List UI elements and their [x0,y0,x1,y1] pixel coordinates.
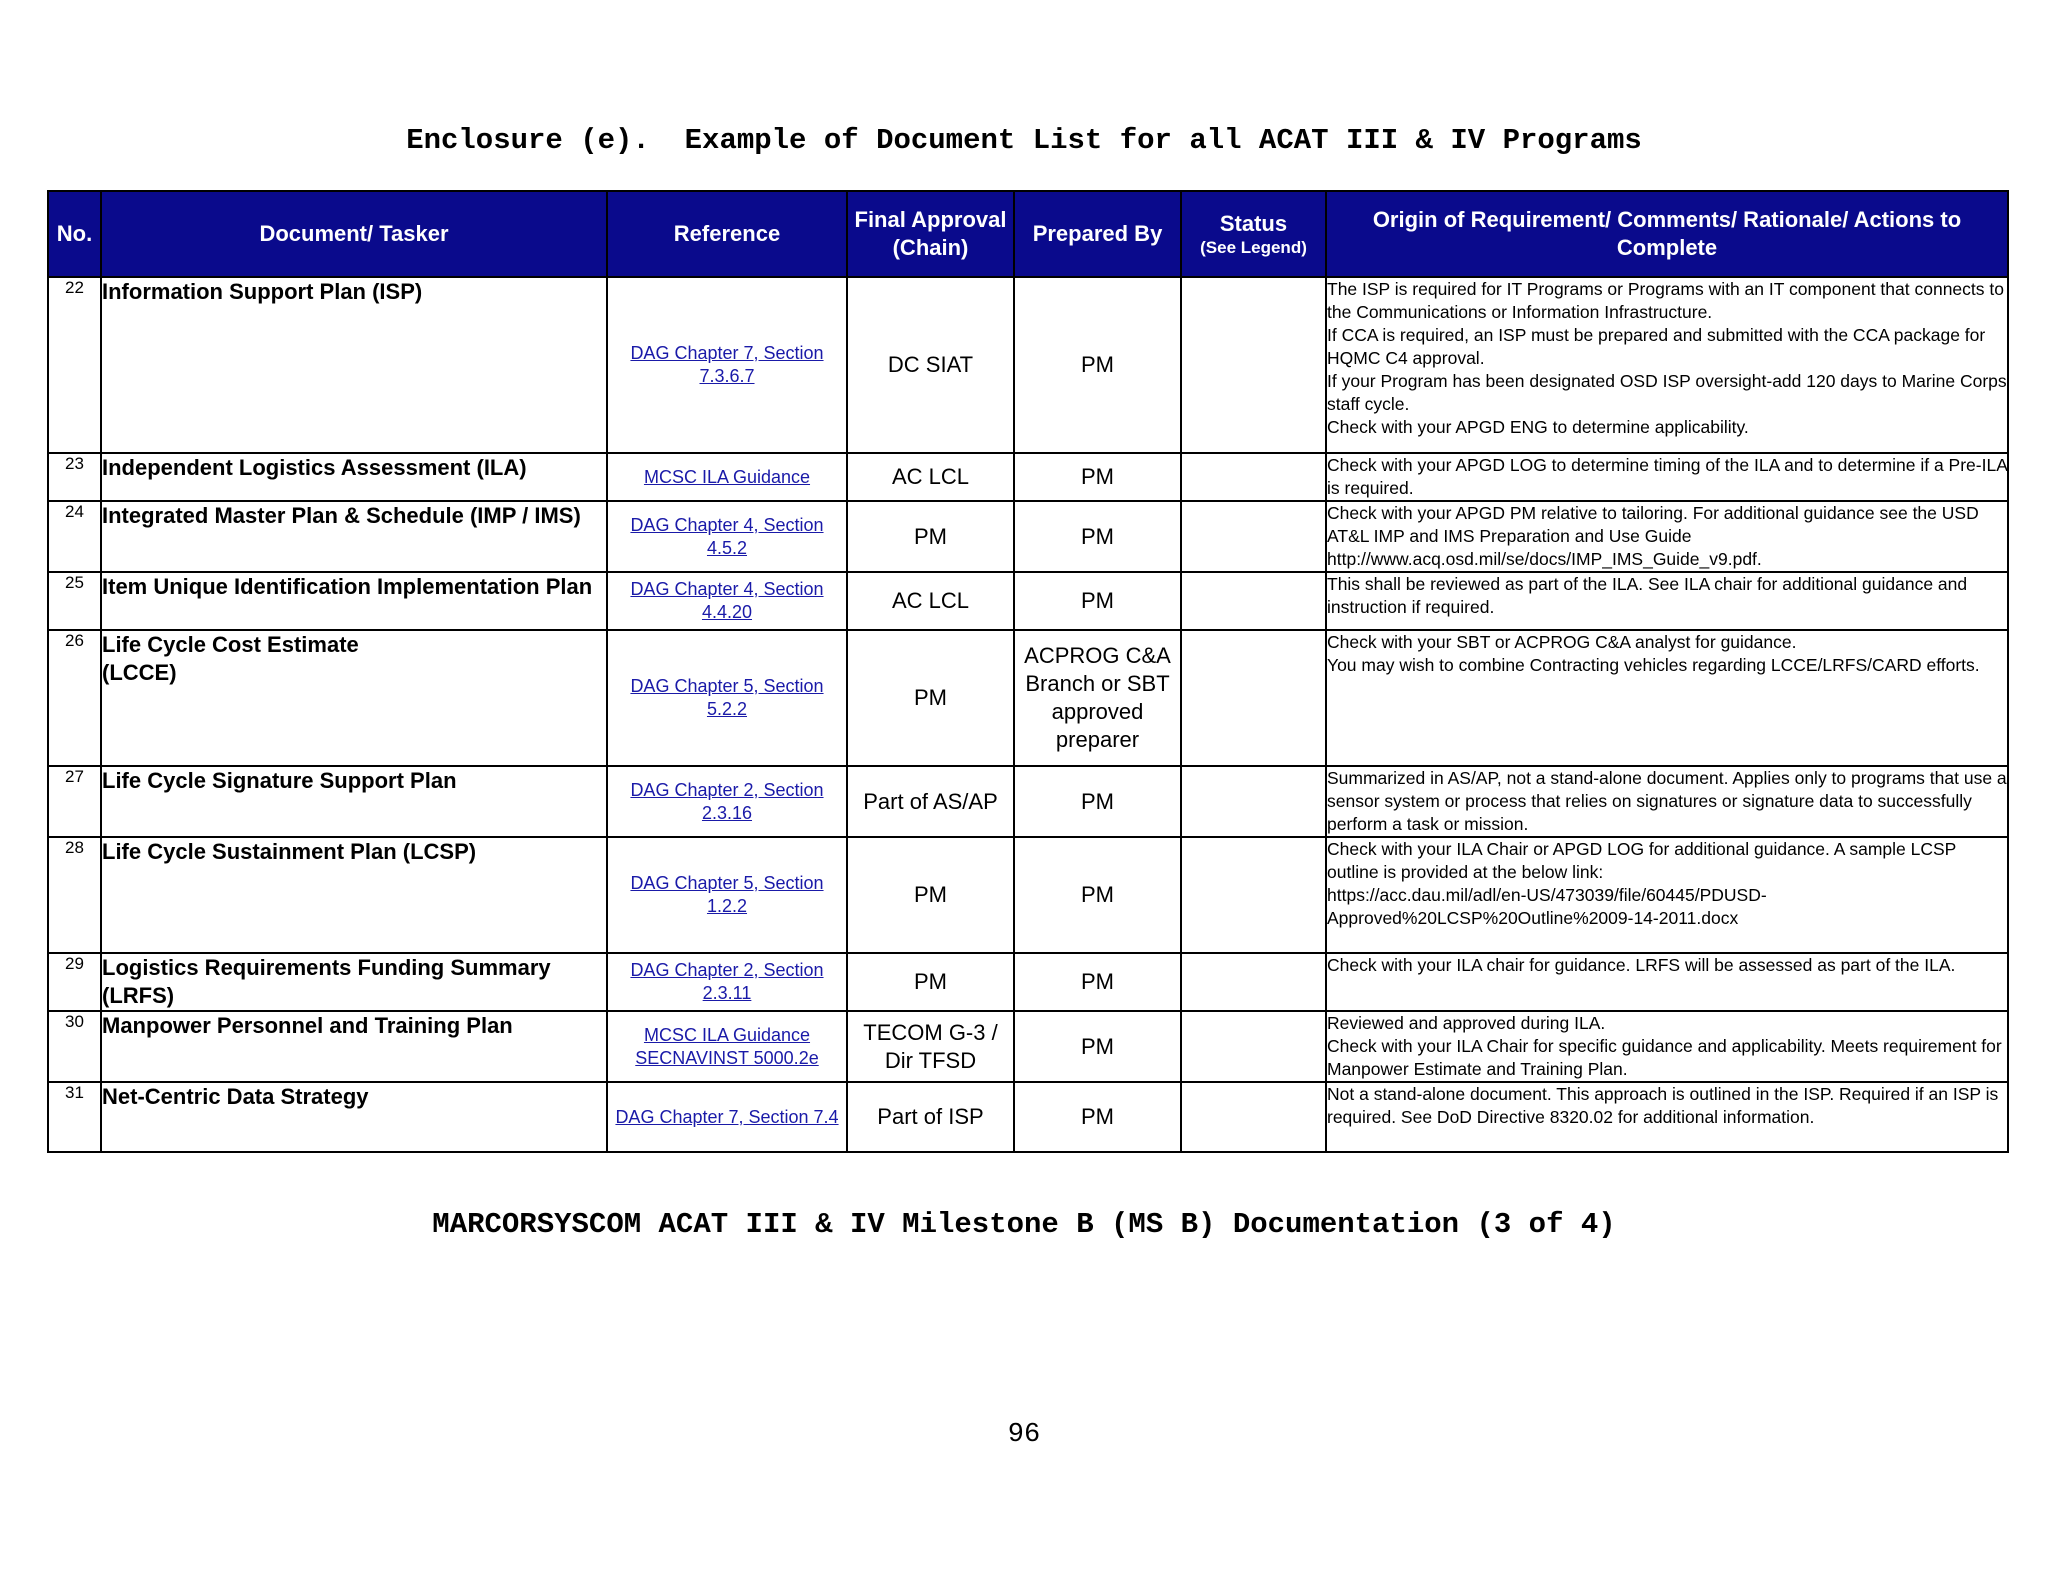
reference-link-cell [607,501,847,572]
origin-comments: Summarized in AS/AP, not a stand-alone document. Applies only to programs that use a sensor system or process that relies on signatures or signature data to successfully perform a task or mission. [1327,768,2007,834]
reference-link[interactable]: DAG Chapter 4, Section 4.4.20 [630,579,824,622]
status-cell-cell [1181,953,1326,1011]
prepared-by: PM [1081,788,1114,814]
table-row [48,837,2008,953]
row-number-cell [48,277,101,453]
origin-comments: Check with your SBT or ACPROG C&A analyst for guidance. You may wish to combine Contracting vehicles regarding LCCE/LRFS/CARD efforts. [1327,632,1980,675]
header-status [1181,191,1326,277]
row-number: 22 [65,278,84,297]
origin-comments: Check with your APGD PM relative to tailoring. For additional guidance see the USD AT&L IMP and IMS Preparation and Use Guide http://www.acq.osd.mil/se/docs/IMP_IMS_Guide_v9.pdf. [1327,503,1979,569]
reference-link-cell [607,277,847,453]
prepared-by: PM [1081,1104,1114,1129]
origin-comments-cell [1326,1011,2008,1082]
page-title: Enclosure (e). Example of Document List for all ACAT III & IV Programs [406,124,1642,157]
document-name-cell [101,953,607,1011]
reference-link[interactable]: DAG Chapter 5, Section 1.2.2 [630,873,824,916]
header-reference: Reference [607,191,847,277]
row-number: 29 [65,954,84,973]
document-name: Life Cycle Signature Support Plan [102,768,457,793]
final-approval: DC SIAT [887,352,974,377]
header-no: No. [48,191,101,277]
origin-comments: Check with your APGD LOG to determine timing of the ILA and to determine if a Pre-ILA is required. [1327,455,2007,498]
prepared-by-cell [1014,501,1181,572]
final-approval-cell [847,1082,1014,1152]
final-approval: PM [914,523,947,549]
final-approval-cell [847,453,1014,501]
origin-comments: This shall be reviewed as part of the ILA. See ILA chair for additional guidance and instruction if required. [1327,574,1968,617]
prepared-by: PM [1081,1033,1114,1059]
table-row [48,453,2008,501]
status-cell-cell [1181,766,1326,837]
document-list-table [47,190,2009,1153]
origin-comments-cell [1326,572,2008,630]
document-name-cell [101,501,607,572]
row-number: 24 [65,502,84,521]
reference-link-cell [607,953,847,1011]
final-approval-cell [847,501,1014,572]
final-approval: PM [914,882,947,907]
row-number-cell [48,1082,101,1152]
reference-link-cell [607,1011,847,1082]
row-number-cell [48,501,101,572]
document-name: Information Support Plan (ISP) [102,279,423,304]
document-name-cell [101,1011,607,1082]
document-name: Logistics Requirements Funding Summary (LRFS) [102,955,551,1008]
document-name-cell [101,837,607,953]
status-cell-cell [1181,453,1326,501]
prepared-by: PM [1081,882,1114,907]
origin-comments-cell [1326,277,2008,453]
status-cell-cell [1181,630,1326,766]
final-approval: PM [914,685,947,710]
reference-link-cell [607,837,847,953]
row-number-cell [48,837,101,953]
table-row [48,630,2008,766]
final-approval-cell [847,630,1014,766]
row-number-cell [48,572,101,630]
prepared-by: PM [1081,969,1114,994]
final-approval: Part of AS/AP [863,788,998,814]
document-name: Independent Logistics Assessment (ILA) [102,455,527,480]
reference-link[interactable]: DAG Chapter 4, Section 4.5.2 [630,514,824,558]
final-approval-cell [847,1011,1014,1082]
final-approval-cell [847,572,1014,630]
reference-link[interactable]: DAG Chapter 5, Section 5.2.2 [630,676,824,719]
origin-comments: The ISP is required for IT Programs or Programs with an IT component that connects to the Communications or Information Infrastructure. If CCA is required, an ISP must be prepared and submitted with the CCA package for HQMC C4 approval. If your Program has been designated OSD ISP oversight-add 120 days to Marine Corps staff cycle. Check with your APGD ENG to determine applicability. [1327,279,2007,437]
table-row [48,1011,2008,1082]
origin-comments-cell [1326,501,2008,572]
origin-comments-cell [1326,766,2008,837]
prepared-by-cell [1014,953,1181,1011]
origin-comments: Check with your ILA chair for guidance. LRFS will be assessed as part of the ILA. [1327,955,1956,975]
final-approval-cell [847,953,1014,1011]
prepared-by-cell [1014,277,1181,453]
table-row [48,766,2008,837]
status-cell-cell [1181,572,1326,630]
header-prepared-by: Prepared By [1014,191,1181,277]
document-name: Item Unique Identification Implementation Plan [102,574,593,599]
final-approval: TECOM G-3 / Dir TFSD [863,1019,998,1073]
origin-comments-cell [1326,453,2008,501]
final-approval: AC LCL [891,464,970,489]
origin-comments-cell [1326,837,2008,953]
prepared-by-cell [1014,837,1181,953]
final-approval: AC LCL [891,588,970,613]
row-number: 30 [65,1012,84,1031]
document-name-cell [101,572,607,630]
document-name-cell [101,277,607,453]
reference-link[interactable]: DAG Chapter 7, Section 7.4 [615,1106,839,1127]
reference-link-cell [607,766,847,837]
status-cell-cell [1181,1011,1326,1082]
prepared-by: ACPROG C&A Branch or SBT approved preparer [1024,643,1171,752]
prepared-by: PM [1081,588,1114,613]
prepared-by-cell [1014,1011,1181,1082]
reference-link-cell [607,630,847,766]
document-name-cell [101,766,607,837]
table-row [48,1082,2008,1152]
table-row [48,277,2008,453]
table-row [48,572,2008,630]
document-name: Integrated Master Plan & Schedule (IMP / IMS) [102,503,581,528]
row-number: 26 [65,631,84,650]
header-status-label: Status [1219,211,1288,236]
table-header-row [48,191,2008,277]
origin-comments: Check with your ILA Chair or APGD LOG for additional guidance. A sample LCSP outline is provided at the below link: https://acc.dau.mil/adl/en-US/473039/file/60445/PDUSD-Approved%20LCSP%20Outline%2009-14-2011.docx [1327,839,1957,928]
status-cell-cell [1181,1082,1326,1152]
document-footer: MARCORSYSCOM ACAT III & IV Milestone B (MS B) Documentation (3 of 4) [432,1208,1616,1241]
prepared-by: PM [1081,464,1114,489]
prepared-by: PM [1081,352,1114,377]
document-name-cell [101,453,607,501]
reference-link[interactable]: DAG Chapter 7, Section 7.3.6.7 [630,343,824,386]
row-number-cell [48,766,101,837]
row-number-cell [48,630,101,766]
row-number-cell [48,1011,101,1082]
table-row [48,953,2008,1011]
origin-comments: Not a stand-alone document. This approach is outlined in the ISP. Required if an ISP is required. See DoD Directive 8320.02 for additional information. [1327,1084,1999,1127]
prepared-by-cell [1014,766,1181,837]
prepared-by-cell [1014,1082,1181,1152]
header-final-approval: Final Approval (Chain) [847,191,1014,277]
reference-link[interactable]: MCSC ILA Guidance [643,466,811,487]
status-cell-cell [1181,501,1326,572]
row-number: 31 [65,1083,84,1102]
final-approval-cell [847,837,1014,953]
document-name: Net-Centric Data Strategy [102,1084,369,1109]
row-number: 28 [65,838,84,857]
reference-link-cell [607,1082,847,1152]
row-number: 23 [65,454,84,473]
reference-link-cell [607,453,847,501]
row-number: 25 [65,573,84,592]
prepared-by: PM [1081,523,1114,549]
row-number-cell [48,953,101,1011]
page-number: 96 [1007,1420,1041,1450]
document-name: Life Cycle Cost Estimate (LCCE) [102,632,359,685]
reference-link[interactable]: DAG Chapter 2, Section 2.3.11 [630,960,824,1003]
final-approval-cell [847,277,1014,453]
reference-link[interactable]: DAG Chapter 2, Section 2.3.16 [630,779,824,823]
row-number: 27 [65,767,84,786]
final-approval: Part of ISP [877,1104,984,1129]
status-cell-cell [1181,277,1326,453]
final-approval: PM [914,969,947,994]
document-name: Manpower Personnel and Training Plan [102,1013,513,1038]
document-name-cell [101,630,607,766]
reference-link[interactable]: MCSC ILA Guidance SECNAVINST 5000.2e [635,1024,819,1068]
prepared-by-cell [1014,453,1181,501]
table-row [48,501,2008,572]
origin-comments-cell [1326,1082,2008,1152]
document-name-cell [101,1082,607,1152]
header-origin: Origin of Requirement/ Comments/ Rationale/ Actions to Complete [1326,191,2008,277]
reference-link-cell [607,572,847,630]
row-number-cell [48,453,101,501]
status-cell-cell [1181,837,1326,953]
document-name: Life Cycle Sustainment Plan (LCSP) [102,839,477,864]
final-approval-cell [847,766,1014,837]
origin-comments-cell [1326,630,2008,766]
prepared-by-cell [1014,630,1181,766]
origin-comments: Reviewed and approved during ILA. Check with your ILA Chair for specific guidance and applicability. Meets requirement for Manpower Estimate and Training Plan. [1327,1013,2002,1079]
header-document: Document/ Tasker [101,191,607,277]
prepared-by-cell [1014,572,1181,630]
origin-comments-cell [1326,953,2008,1011]
header-status-legend: (See Legend) [1200,238,1307,257]
